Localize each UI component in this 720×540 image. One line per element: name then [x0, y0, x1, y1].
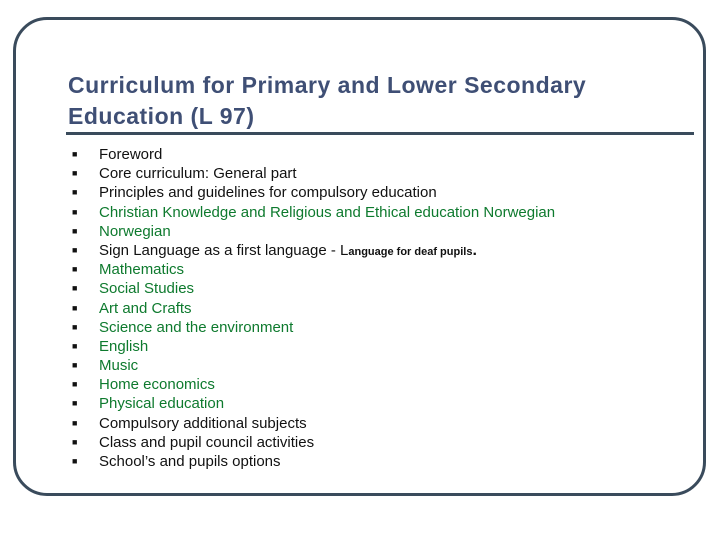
bullet-icon: ■: [72, 244, 78, 255]
list-item-text: Principles and guidelines for compulsory education: [99, 184, 437, 202]
list-item-home-economics: [68, 375, 688, 394]
list-item-link[interactable]: Mathematics: [99, 261, 185, 279]
bullet-icon: ■: [72, 321, 78, 332]
sign-language-period: .: [472, 241, 477, 259]
list-item-art-and-crafts: [68, 299, 688, 318]
list-item-norwegian: [68, 222, 688, 241]
list-item-text: School’s and pupils options: [99, 453, 281, 470]
title-line-1: Curriculum for Primary and Lower Secondary: [68, 72, 587, 98]
list-item-text: Core curriculum: General part: [99, 165, 297, 183]
list-item-christian-knowledge: [68, 203, 688, 222]
list-item-link[interactable]: Music: [99, 357, 139, 375]
list-item-mathematics: [68, 260, 688, 279]
list-item-science: [68, 318, 688, 337]
list-item-text: Compulsory additional subjects: [99, 414, 307, 432]
title-line-2: Education (L 97): [68, 103, 255, 129]
curriculum-list: [68, 145, 688, 471]
bullet-icon: ■: [72, 283, 78, 294]
list-item-english: [68, 337, 688, 356]
list-item-core-curriculum: [68, 164, 688, 183]
sign-language-label: Sign Language as a first language: [99, 241, 327, 259]
list-item-link[interactable]: Social Studies: [99, 280, 195, 298]
bullet-icon: ■: [72, 379, 78, 390]
list-item-additional-subjects: [68, 414, 688, 433]
bullet-icon: ■: [72, 302, 78, 313]
sign-language-note: anguage for deaf pupils: [348, 245, 473, 258]
title-divider: [66, 132, 694, 135]
bullet-icon: ■: [72, 398, 78, 409]
bullet-icon: ■: [72, 264, 78, 275]
list-item-link[interactable]: English: [99, 337, 149, 355]
bullet-icon: ■: [72, 417, 78, 428]
list-item-link[interactable]: Art and Crafts: [99, 299, 192, 317]
bullet-icon: ■: [72, 187, 78, 198]
list-item-text: [99, 241, 477, 262]
slide-title: [68, 70, 688, 132]
bullet-icon: ■: [72, 436, 78, 447]
bullet-icon: ■: [72, 360, 78, 371]
list-item-sign-language: [68, 241, 688, 260]
list-item-foreword: [68, 145, 688, 164]
bullet-icon: ■: [72, 340, 78, 351]
list-item-social-studies: [68, 279, 688, 298]
list-item-link[interactable]: Norwegian: [99, 222, 171, 240]
bullet-icon: ■: [72, 225, 78, 236]
sign-language-suffix: - L: [326, 241, 349, 259]
bullet-icon: ■: [72, 168, 78, 179]
list-item-text: Class and pupil council activities: [99, 433, 315, 451]
list-item-link[interactable]: Home economics: [99, 376, 215, 394]
list-item-music: [68, 356, 688, 375]
list-item-options: [68, 452, 688, 471]
list-item-principles: [68, 183, 688, 202]
list-item-link[interactable]: Christian Knowledge and Religious and Ethical education Norwegian: [99, 203, 556, 221]
list-item-council-activities: [68, 433, 688, 452]
bullet-icon: ■: [72, 456, 78, 466]
list-item-link[interactable]: Physical education: [99, 395, 225, 413]
list-item-link[interactable]: Science and the environment: [99, 318, 294, 336]
bullet-icon: ■: [72, 206, 78, 217]
list-item-text: Foreword: [99, 146, 163, 163]
bullet-icon: ■: [72, 149, 78, 159]
list-item-physical-education: [68, 394, 688, 413]
